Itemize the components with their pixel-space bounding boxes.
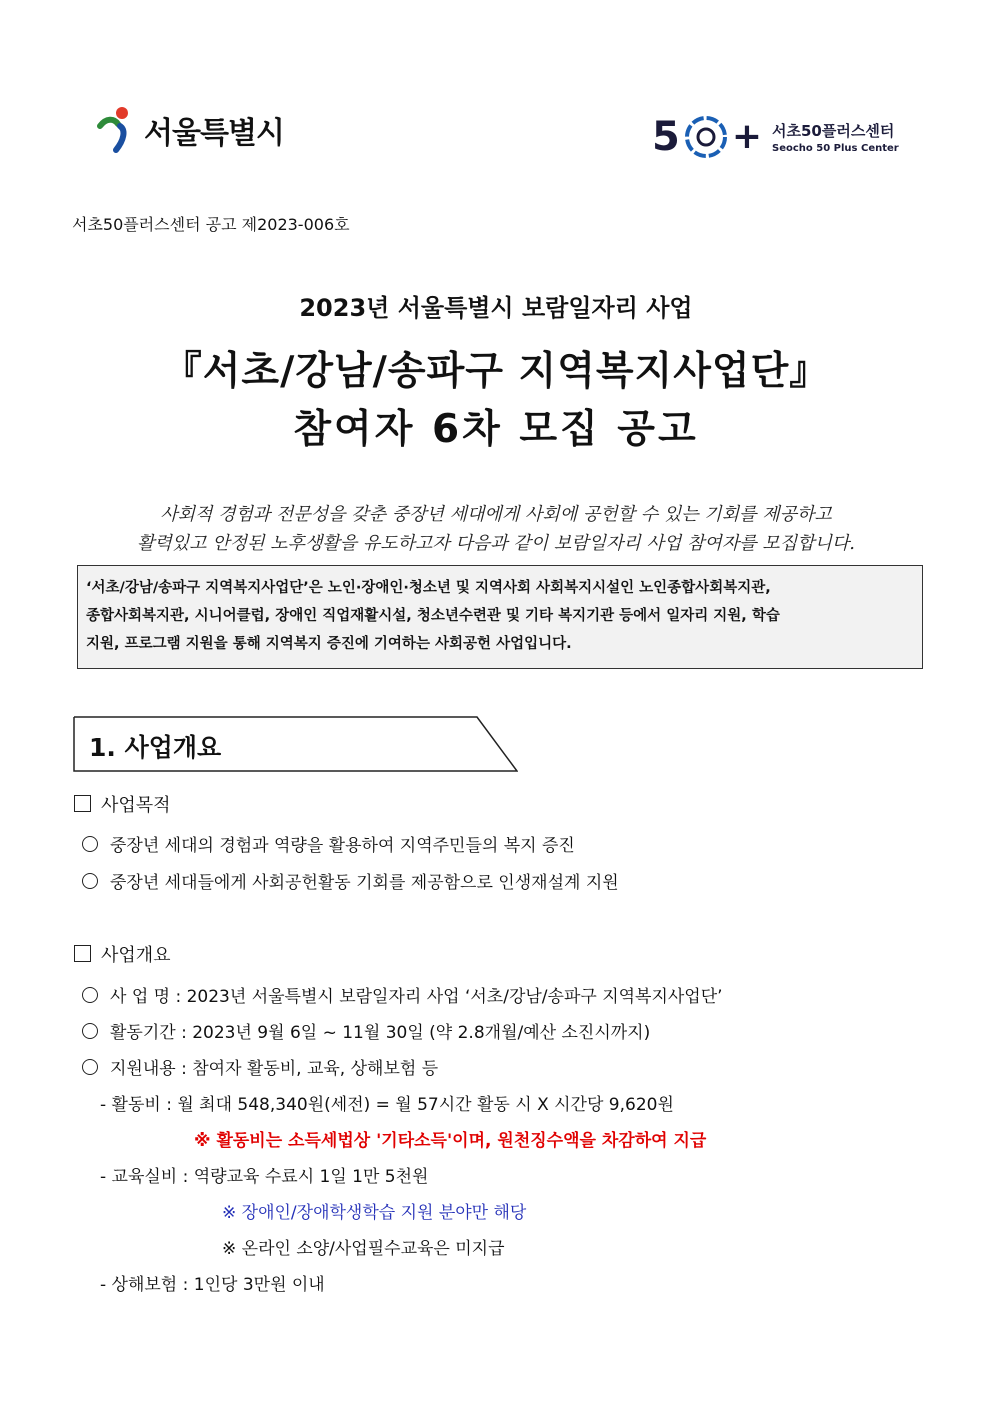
center-logo-name-en: Seocho 50 Plus Center (772, 143, 899, 154)
circle-bullet-icon (82, 836, 98, 852)
overview-title: 사업개요 (101, 945, 171, 966)
intro-line-1: 사회적 경험과 전문성을 갖춘 중장년 세대에게 사회에 공헌할 수 있는 기회를 제공하고 (160, 504, 832, 525)
education-note-1: ※ 장애인/장애학생학습 지원 분야만 해당 (222, 1203, 527, 1223)
insurance: - 상해보험 : 1인당 3만원 이내 (100, 1275, 325, 1295)
circle-bullet-icon (82, 1059, 98, 1075)
notice-number: 서초50플러스센터 공고 제2023-006호 (72, 215, 350, 234)
circle-bullet-icon (82, 1023, 98, 1039)
seoul-logo (96, 104, 284, 156)
intro-line-2: 활력있고 안정된 노후생활을 유도하고자 다음과 같이 보람일자리 사업 참여자를 모집합니다. (137, 533, 855, 554)
summary-line-2: 종합사회복지관, 시니어클럽, 장애인 직업재활시설, 청소년수련관 및 기타 복지기관 등에서 일자리 지원, 학습 (86, 608, 780, 624)
purpose-item-text: 중장년 세대들에게 사회공헌활동 기회를 제공함으로 인생재설계 지원 (110, 873, 619, 893)
education-note-2: ※ 온라인 소양/사업필수교육은 미지급 (222, 1239, 505, 1259)
center-logo (652, 112, 899, 162)
purpose-title-row (74, 791, 171, 817)
title-line-3: 참여자 6차 모집 공고 (293, 407, 699, 452)
circle-bullet-icon (82, 873, 98, 889)
purpose-item (82, 868, 619, 893)
overview-support-row (82, 1054, 438, 1079)
title-line-2: 『서초/강남/송파구 지역복지사업단』 (162, 349, 830, 394)
center-logo-ring-icon (682, 113, 730, 161)
overview-support: 지원내용 : 참여자 활동비, 교육, 상해보험 등 (110, 1059, 439, 1079)
seoul-logo-text: 서울특별시 (144, 116, 284, 151)
center-logo-plus: + (731, 116, 763, 157)
overview-name-row (82, 982, 723, 1007)
education-fee: - 교육실비 : 역량교육 수료시 1일 1만 5천원 (100, 1167, 429, 1187)
overview-period-row (82, 1018, 650, 1043)
circle-bullet-icon (82, 987, 98, 1003)
center-logo-five: 5 (652, 114, 680, 160)
section-heading-tab (73, 716, 518, 772)
summary-box (77, 565, 923, 669)
purpose-item (82, 831, 575, 856)
overview-title-row (74, 941, 171, 967)
center-logo-names (772, 120, 899, 154)
section-heading: 1. 사업개요 (89, 733, 222, 762)
overview-period: 활동기간 : 2023년 9월 6일 ~ 11월 30일 (약 2.8개월/예산 소진시까지) (110, 1023, 651, 1043)
activity-fee: - 활동비 : 월 최대 548,340원(세전) = 월 57시간 활동 시 X 시간당 9,620원 (100, 1095, 674, 1115)
summary-line-3: 지원, 프로그램 지원을 통해 지역복지 증진에 기여하는 사회공헌 사업입니다. (86, 636, 572, 652)
purpose-title: 사업목적 (101, 795, 171, 816)
title-line-1: 2023년 서울특별시 보람일자리 사업 (299, 294, 693, 322)
square-bullet-icon (74, 795, 91, 812)
square-bullet-icon (74, 945, 91, 962)
overview-name: 사 업 명 : 2023년 서울특별시 보람일자리 사업 ‘서초/강남/송파구 지역복지사업단’ (110, 987, 723, 1007)
tax-note: ※ 활동비는 소득세법상 '기타소득'이며, 원천징수액을 차감하여 지급 (194, 1131, 707, 1151)
seoul-emblem-icon (96, 104, 140, 156)
purpose-item-text: 중장년 세대의 경험과 역량을 활용하여 지역주민들의 복지 증진 (110, 836, 575, 856)
summary-line-1: ‘서초/강남/송파구 지역복지사업단’은 노인·장애인·청소년 및 지역사회 사회복지시설인 노인종합사회복지관, (86, 580, 771, 596)
center-logo-name-ko: 서초50플러스센터 (772, 122, 895, 140)
